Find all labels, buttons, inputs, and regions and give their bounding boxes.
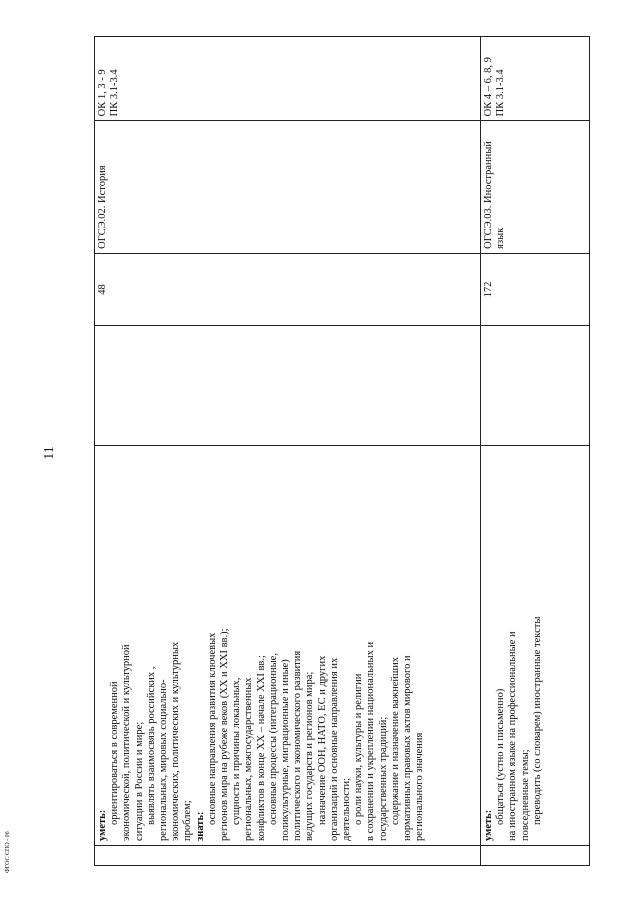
requirement-line: сущность и причины локальных,	[231, 677, 243, 825]
competency-line: ПК 3.1-3.4	[109, 69, 121, 117]
table-container	[94, 36, 590, 866]
table-row	[481, 37, 590, 866]
requirements-cell	[481, 446, 590, 845]
requirement-line: основные процессы (интеграционные,	[267, 653, 279, 825]
requirement-line: нормативных правовых актов мирового и	[402, 655, 414, 841]
page-number: 11	[42, 446, 57, 460]
requirement-line: в сохранении и укреплении национальных и	[365, 641, 377, 841]
rotated-table	[94, 36, 590, 866]
requirement-line: ориентироваться в современной	[109, 681, 121, 825]
requirement-line: о роли науки, культуры и религии	[353, 673, 365, 825]
requirement-line: ситуации в России и мире;	[133, 721, 145, 841]
footer-code: ФГОС СПО - 06	[5, 831, 11, 873]
requirement-line: общаться (устно и письменно)	[495, 688, 507, 825]
requirement-line: государственных традиций;	[377, 716, 389, 841]
hours-cell: 172	[481, 253, 590, 325]
curriculum-table	[94, 36, 590, 866]
requirement-line: организаций и основные направления их	[328, 657, 340, 841]
requirement-line: региональных, мировых социально-	[158, 679, 170, 841]
requirement-line: регионального значения	[414, 732, 426, 841]
requirement-line: регионов мира на рубеже веков (XX и XXI вв.);	[219, 628, 231, 841]
requirement-line: деятельности;	[341, 777, 353, 841]
requirement-line: основные направления развития ключевых	[206, 632, 218, 825]
competency-line: ОК 4 – 6, 8, 9	[483, 57, 494, 117]
requirement-line: содержание и назначение важнейших	[389, 657, 401, 825]
empty-cell	[481, 326, 590, 446]
requirement-line: переводить (со словарем) иностранные тексты	[531, 616, 543, 825]
requirement-line: уметь:	[97, 809, 108, 841]
requirements-cell	[95, 446, 481, 845]
requirement-line: поликультурные, миграционные и иные)	[280, 659, 292, 841]
requirement-line: политического и экономического развития	[292, 650, 304, 841]
competencies-cell	[95, 37, 481, 121]
requirement-line: экономических, политических и культурных	[170, 641, 182, 841]
index-cell	[481, 845, 590, 865]
index-cell	[95, 845, 481, 865]
requirement-line: экономической, политической и культурной	[121, 644, 133, 841]
requirement-line: повседневные темы;	[519, 749, 531, 841]
requirement-line: проблем;	[182, 800, 194, 841]
requirement-line: назначение ООН, НАТО, ЕС и других	[316, 655, 328, 825]
competency-line: ОК 1, 3 - 9	[97, 69, 108, 117]
requirement-line: на иностранном языке на профессиональные и	[507, 631, 519, 841]
requirement-line: конфликтов в конце XX – начале XXI вв.;	[255, 655, 267, 841]
table-row	[95, 37, 481, 866]
requirement-line: ведущих государств и регионов мира;	[304, 671, 316, 841]
requirement-line: выявлять взаимосвязь российских ,	[145, 666, 157, 825]
requirement-line: уметь:	[483, 809, 494, 841]
requirement-line: региональных, межгосударственных	[243, 677, 255, 841]
hours-cell: 48	[95, 253, 481, 325]
empty-cell	[95, 326, 481, 446]
discipline-cell: ОГСЭ.02. История	[95, 121, 481, 253]
discipline-cell: ОГСЭ.03. Иностранный язык	[481, 121, 590, 253]
competencies-cell	[481, 37, 590, 121]
requirement-line: знать:	[194, 811, 206, 841]
competency-line: ПК 3.1-3.4	[495, 69, 507, 117]
